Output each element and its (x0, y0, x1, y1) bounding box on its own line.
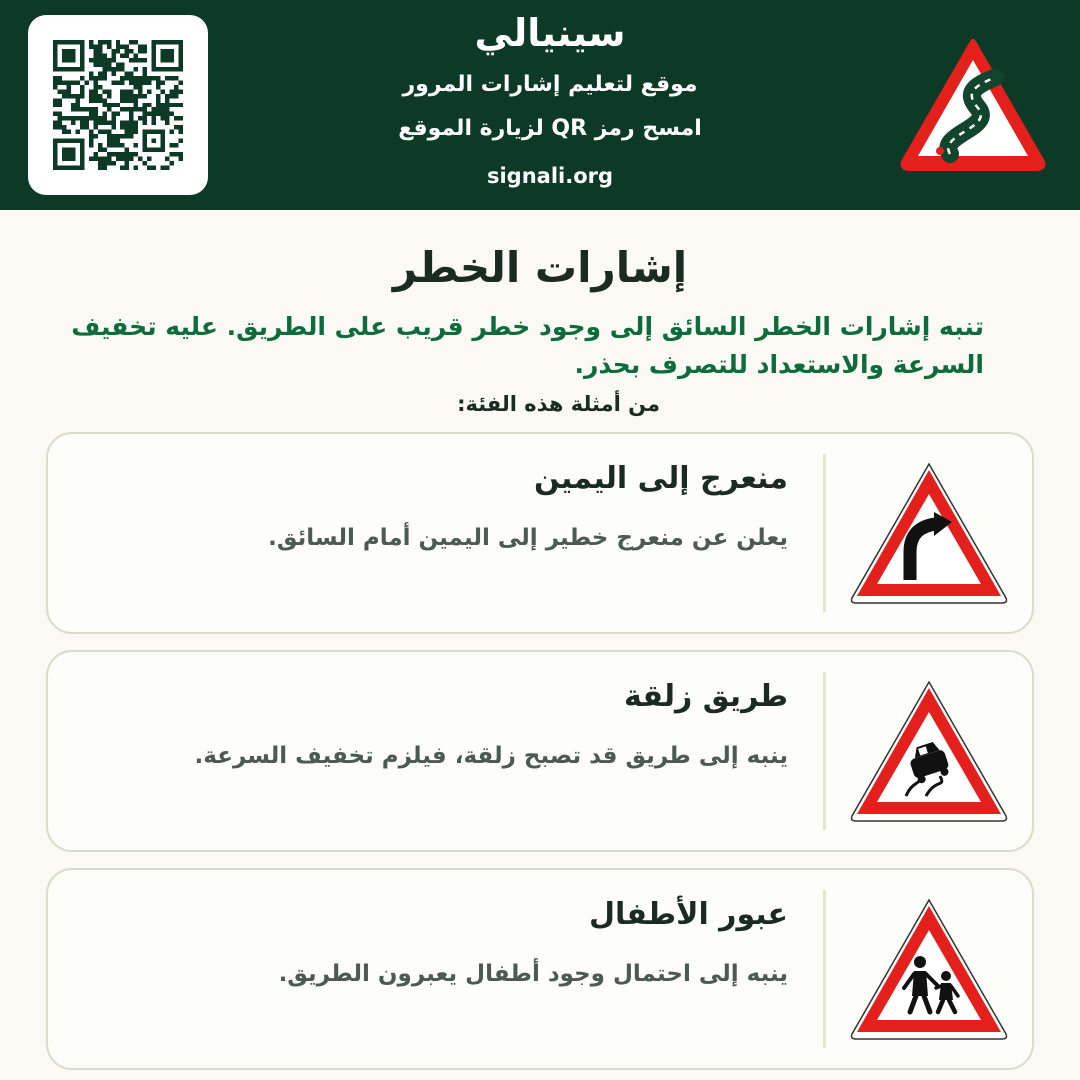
sign-description: ينبه إلى طريق قد تصبح زلقة، فيلزم تخفيف السرعة. (194, 743, 788, 769)
brand-name: سينيالي (474, 11, 626, 55)
logo (898, 36, 1048, 172)
sign-card-right-bend[interactable] (46, 432, 1034, 634)
sign-image (848, 460, 1010, 606)
right-bend-warning-icon (848, 460, 1010, 606)
card-divider (823, 672, 826, 830)
winding-road-warning-icon (898, 36, 1048, 172)
site-url-link[interactable]: signali.org (486, 164, 614, 188)
sign-title: منعرج إلى اليمين (534, 461, 788, 496)
children-crossing-warning-icon (848, 896, 1010, 1042)
page-title: إشارات الخطر (392, 243, 688, 292)
sign-image (848, 678, 1010, 824)
site-tagline: موقع لتعليم إشارات المرور (402, 72, 698, 97)
examples-label: من أمثلة هذه الفئة: (457, 392, 660, 416)
qr-code-card[interactable] (28, 15, 208, 195)
scan-prompt: امسح رمز QR لزيارة الموقع (398, 116, 702, 141)
site-header (0, 0, 1080, 210)
slippery-road-warning-icon (848, 678, 1010, 824)
card-divider (823, 454, 826, 612)
sign-title: عبور الأطفال (588, 897, 788, 932)
header-text (250, 0, 850, 210)
qr-code-icon (53, 40, 183, 170)
sign-card-children-crossing[interactable] (46, 868, 1034, 1070)
sign-description: ينبه إلى احتمال وجود أطفال يعبرون الطريق. (278, 961, 788, 987)
category-intro: تنبه إشارات الخطر السائق إلى وجود خطر قريب على الطريق. عليه تخفيف السرعة والاستعداد للتصرف بحذر. (71, 312, 984, 379)
sign-image (848, 896, 1010, 1042)
card-divider (823, 890, 826, 1048)
sign-card-slippery-road[interactable] (46, 650, 1034, 852)
sign-description: يعلن عن منعرج خطير إلى اليمين أمام السائق. (268, 525, 788, 551)
sign-title: طريق زلقة (624, 679, 788, 714)
